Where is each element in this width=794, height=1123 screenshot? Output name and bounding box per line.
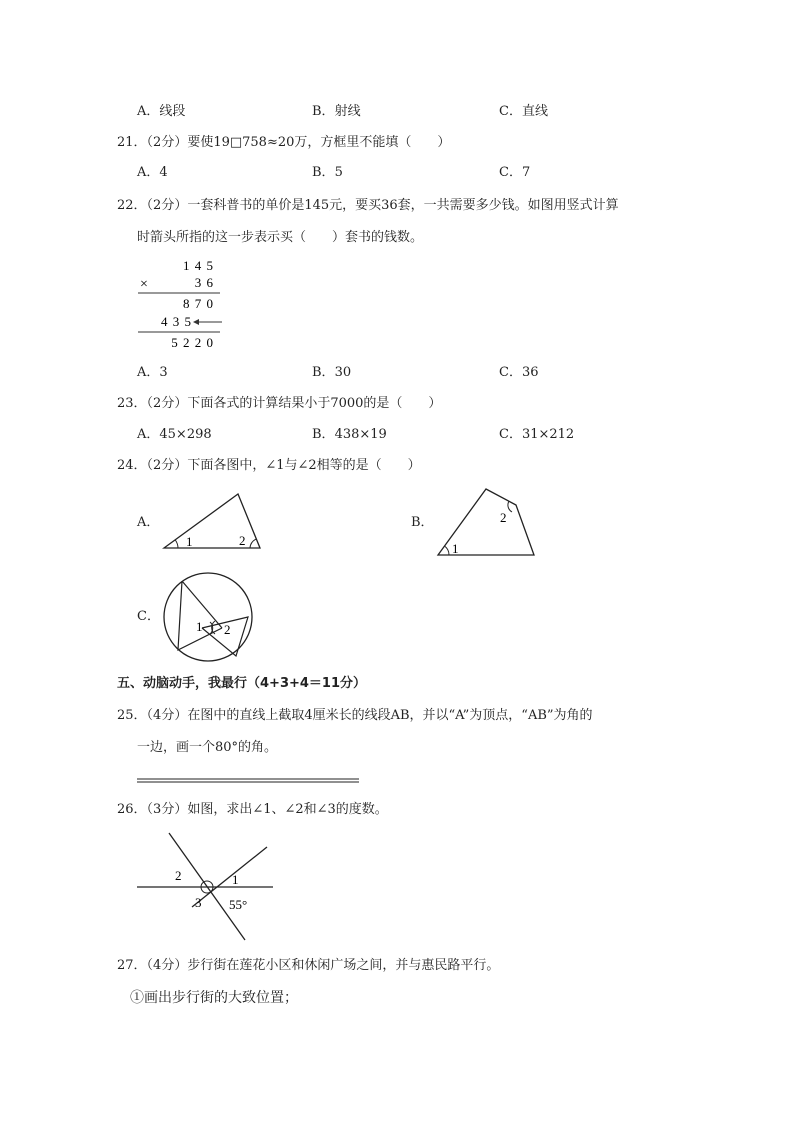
- q25-stem-line2: 一边，画一个80°的角。: [137, 740, 278, 755]
- q22-option-a: [137, 364, 168, 382]
- q24-figure-c-circle: [160, 570, 256, 664]
- q23-option-a: [137, 426, 212, 444]
- section-5-title: 五、动脑动手，我最行（4+3+4＝11分）: [117, 676, 367, 691]
- q20-option-c: [499, 103, 548, 121]
- q21-option-a: [137, 164, 168, 182]
- option-text: 直线: [521, 104, 548, 119]
- given-angle-label: 55°: [229, 897, 248, 912]
- angle2-label: 2: [500, 510, 507, 525]
- q21-option-c: [499, 164, 530, 182]
- option-text: 438×19: [334, 427, 387, 442]
- q24-fig-label-a: A．: [137, 515, 160, 530]
- angle1-arc: [445, 546, 450, 555]
- q22-option-b: [312, 364, 351, 382]
- angle3-label: 3: [195, 895, 202, 910]
- q27-stem: 27．（4分）步行街在莲花小区和休闲广场之间，并与惠民路平行。: [117, 958, 500, 973]
- option-text: 30: [334, 365, 352, 380]
- calc-row2: 3 6: [194, 275, 214, 290]
- angle2-arc: [250, 539, 256, 548]
- option-letter: B．: [312, 427, 335, 442]
- option-letter: B．: [312, 165, 335, 180]
- calc-row4: 4 3 5: [161, 314, 192, 329]
- option-text: 3: [159, 365, 168, 380]
- q24-figure-a-triangle: [160, 490, 264, 554]
- calc-arrow-icon: [193, 319, 199, 325]
- q23-stem: 23．（2分）下面各式的计算结果小于7000的是（ ）: [117, 396, 442, 411]
- option-text: 45×298: [159, 427, 212, 442]
- q22-stem-line2: 时箭头所指的这一步表示买（ ）套书的钱数。: [137, 230, 424, 245]
- triangle-shape: [164, 494, 260, 548]
- option-letter: A．: [137, 427, 160, 442]
- q26-stem: 26．（3分）如图，求出∠1、∠2和∠3的度数。: [117, 802, 388, 817]
- q24-fig-label-c: C．: [137, 609, 160, 624]
- q22-option-c: [499, 364, 539, 382]
- angle1-arc: [175, 540, 178, 548]
- q24-stem: 24．（2分）下面各图中，∠1与∠2相等的是（ ）: [117, 458, 421, 473]
- angle1-label: 1: [196, 619, 203, 634]
- option-text: 4: [159, 165, 168, 180]
- q21-option-b: [312, 164, 343, 182]
- calc-times-sign: ×: [140, 277, 148, 292]
- angle2-label: 2: [224, 622, 231, 637]
- option-letter: A．: [137, 104, 160, 119]
- angle2-label: 2: [239, 533, 246, 548]
- q20-option-a: [137, 103, 185, 121]
- angle1-label: 1: [232, 872, 239, 887]
- q23-option-c: [499, 426, 574, 444]
- q21-stem: 21．（2分）要使19□758≈20万，方框里不能填（ ）: [117, 135, 451, 150]
- angle1-label: 1: [452, 541, 459, 556]
- option-letter: B．: [312, 365, 335, 380]
- calc-row1: 1 4 5: [183, 258, 214, 273]
- option-letter: C．: [499, 104, 522, 119]
- option-letter: A．: [137, 365, 160, 380]
- q25-straight-line: [137, 776, 363, 786]
- option-text: 线段: [159, 104, 186, 119]
- option-letter: A．: [137, 165, 160, 180]
- q26-intersecting-lines-figure: [137, 830, 273, 942]
- q22-stem-line1: 22．（2分）一套科普书的单价是145元，要买36套，一共需要多少钱。如图用竖式计算: [117, 198, 619, 213]
- q27-sub1: ①画出步行街的大致位置；: [130, 990, 298, 1006]
- option-letter: C．: [499, 427, 522, 442]
- option-text: 7: [521, 165, 531, 180]
- q25-stem-line1: 25．（4分）在图中的直线上截取4厘米长的线段AB，并以“A”为顶点，“AB”为角的: [117, 708, 593, 723]
- option-text: 5: [334, 165, 343, 180]
- option-text: 31×212: [521, 427, 575, 442]
- angle1-label: 1: [186, 534, 193, 549]
- q23-option-b: [312, 426, 387, 444]
- q24-figure-b-quadrilateral: [434, 486, 538, 560]
- vertical-multiplication-figure: [134, 256, 226, 352]
- option-letter: C．: [499, 165, 522, 180]
- q24-fig-label-b: B．: [411, 515, 434, 530]
- angle2-label: 2: [175, 868, 182, 883]
- option-text: 射线: [334, 104, 361, 119]
- option-letter: B．: [312, 104, 335, 119]
- option-text: 36: [521, 365, 539, 380]
- option-letter: C．: [499, 365, 522, 380]
- calc-row5: 5 2 2 0: [171, 335, 214, 350]
- calc-row3: 8 7 0: [183, 296, 214, 311]
- q20-option-b: [312, 103, 361, 121]
